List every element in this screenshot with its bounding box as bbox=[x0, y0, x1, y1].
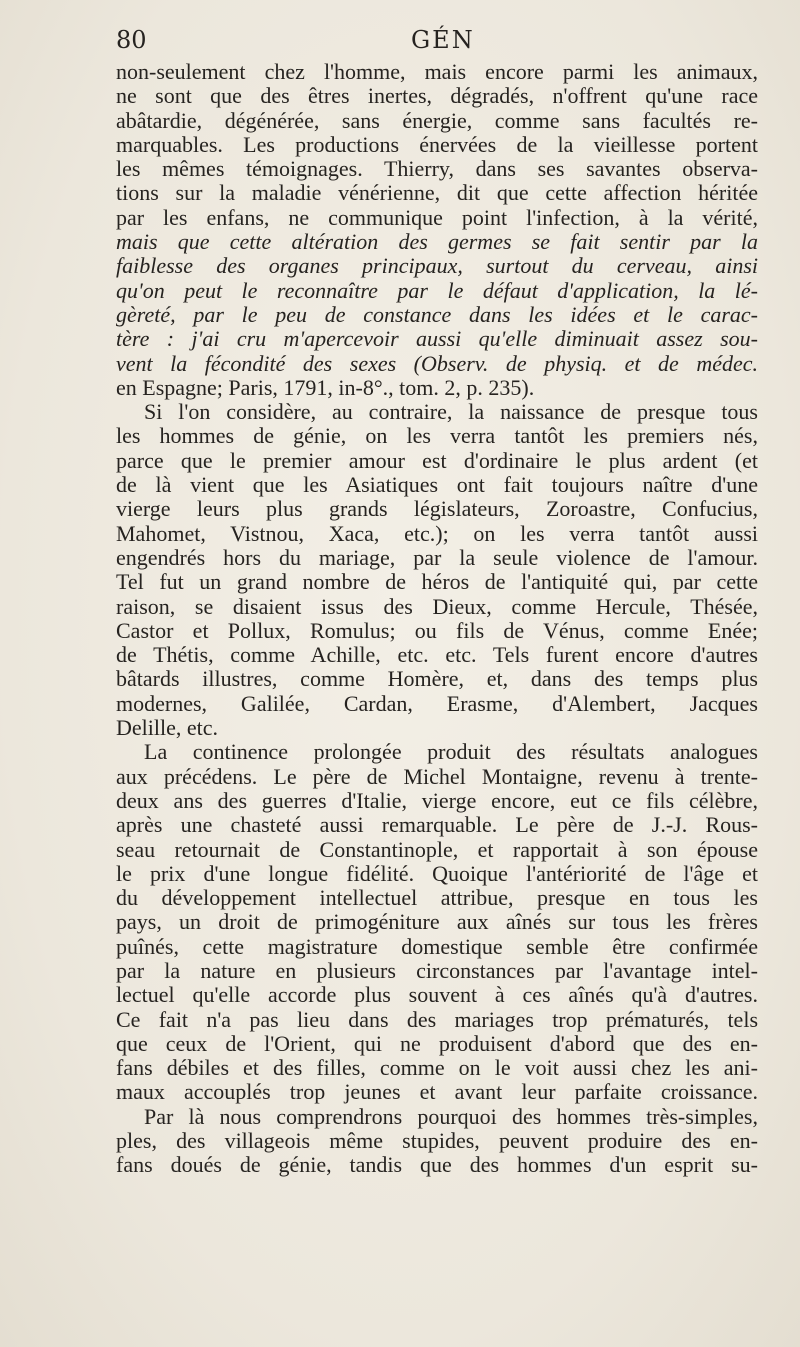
text-line: Ce fait n'a pas lieu dans des mariages trop prématurés, tels bbox=[116, 1006, 758, 1032]
text-line: maux accouplés trop jeunes et avant leur parfaite croissance. bbox=[116, 1079, 758, 1105]
text-line: Castor et Pollux, Romulus; ou fils de Vénus, comme Enée; bbox=[116, 617, 758, 643]
text-line: le prix d'une longue fidélité. Quoique l'antériorité de l'âge et bbox=[116, 860, 758, 886]
page-header bbox=[116, 26, 756, 60]
text-line: non-seulement chez l'homme, mais encore parmi les animaux, bbox=[116, 59, 758, 84]
text-line: de Thétis, comme Achille, etc. etc. Tels furent encore d'autres bbox=[116, 642, 758, 668]
running-head: GÉN bbox=[411, 26, 475, 54]
text-line: de là vient que les Asiatiques ont fait toujours naître d'une bbox=[116, 472, 758, 498]
text-line: ne sont que des êtres inertes, dégradés, n'offrent qu'une race bbox=[116, 83, 758, 109]
text-line: fans débiles et des filles, comme on le voit aussi chez les ani- bbox=[116, 1055, 758, 1081]
text-line: engendrés hors du mariage, par la seule violence de l'amour. bbox=[116, 544, 758, 570]
text-line: raison, se disaient issus des Dieux, comme Hercule, Thésée, bbox=[116, 593, 758, 619]
text-line: Delille, etc. bbox=[116, 715, 219, 741]
text-line: bâtards illustres, comme Homère, et, dans des temps plus bbox=[116, 666, 758, 692]
body-text bbox=[116, 60, 758, 1178]
text-line: seau retournait de Constantinople, et rapportait à son épouse bbox=[116, 836, 758, 862]
text-line: parce que le premier amour est d'ordinaire le plus ardent (et bbox=[116, 447, 758, 473]
text-line: modernes, Galilée, Cardan, Erasme, d'Alembert, Jacques bbox=[116, 690, 758, 716]
text-line: en Espagne; Paris, 1791, in-8°., tom. 2, p. 235). bbox=[116, 374, 535, 400]
text-line: mais que cette altération des germes se fait sentir par la bbox=[116, 229, 758, 255]
text-line: ples, des villageois même stupides, peuvent produire des en- bbox=[116, 1128, 758, 1154]
text-line: deux ans des guerres d'Italie, vierge encore, eut ce fils célèbre, bbox=[116, 787, 758, 813]
text-line: faiblesse des organes principaux, surtout du cerveau, ainsi bbox=[116, 253, 758, 279]
text-line: vierge leurs plus grands législateurs, Zoroastre, Confucius, bbox=[116, 496, 758, 522]
text-line: Si l'on considère, au contraire, la naissance de presque tous bbox=[144, 399, 758, 425]
text-line: que ceux de l'Orient, qui ne produisent d'abord que des en- bbox=[116, 1030, 758, 1056]
text-line: lectuel qu'elle accorde plus souvent à ces aînés qu'à d'autres. bbox=[116, 982, 758, 1008]
text-line: par les enfans, ne communique point l'infection, à la vérité, bbox=[116, 204, 758, 230]
text-line: les mêmes témoignages. Thierry, dans ses savantes observa- bbox=[116, 156, 758, 182]
text-line: marquables. Les productions énervées de la vieillesse portent bbox=[116, 131, 758, 157]
text-line: aux précédens. Le père de Michel Montaigne, revenu à trente- bbox=[116, 763, 758, 789]
page-number: 80 bbox=[116, 26, 147, 54]
text-line: La continence prolongée produit des résultats analogues bbox=[144, 739, 758, 765]
text-line: Mahomet, Vistnou, Xaca, etc.); on les verra tantôt aussi bbox=[116, 520, 758, 546]
text-line: tions sur la maladie vénérienne, dit que cette affection héritée bbox=[116, 180, 758, 206]
text-line: pays, un droit de primogéniture aux aînés sur tous les frères bbox=[116, 909, 758, 935]
text-line: du développement intellectuel attribue, presque en tous les bbox=[116, 885, 758, 911]
text-line: Tel fut un grand nombre de héros de l'antiquité qui, par cette bbox=[116, 569, 758, 595]
text-line: abâtardie, dégénérée, sans énergie, comme sans facultés re- bbox=[116, 107, 758, 133]
text-line: qu'on peut le reconnaître par le défaut d'application, la lé- bbox=[116, 277, 758, 303]
text-line: gèreté, par le peu de constance dans les idées et le carac- bbox=[116, 301, 758, 327]
text-line: par la nature en plusieurs circonstances par l'avantage intel- bbox=[116, 957, 758, 983]
text-line: après une chasteté aussi remarquable. Le père de J.-J. Rous- bbox=[116, 812, 758, 838]
text-line: fans doués de génie, tandis que des hommes d'un esprit su- bbox=[116, 1152, 758, 1178]
text-line: tère : j'ai cru m'apercevoir aussi qu'elle diminuait assez sou- bbox=[116, 326, 758, 352]
text-line: Par là nous comprendrons pourquoi des hommes très-simples, bbox=[144, 1103, 758, 1129]
text-line: puînés, cette magistrature domestique semble être confirmée bbox=[116, 933, 758, 959]
text-line: vent la fécondité des sexes (Observ. de physiq. et de médec. bbox=[116, 350, 758, 376]
text-line: les hommes de génie, on les verra tantôt les premiers nés, bbox=[116, 423, 758, 449]
